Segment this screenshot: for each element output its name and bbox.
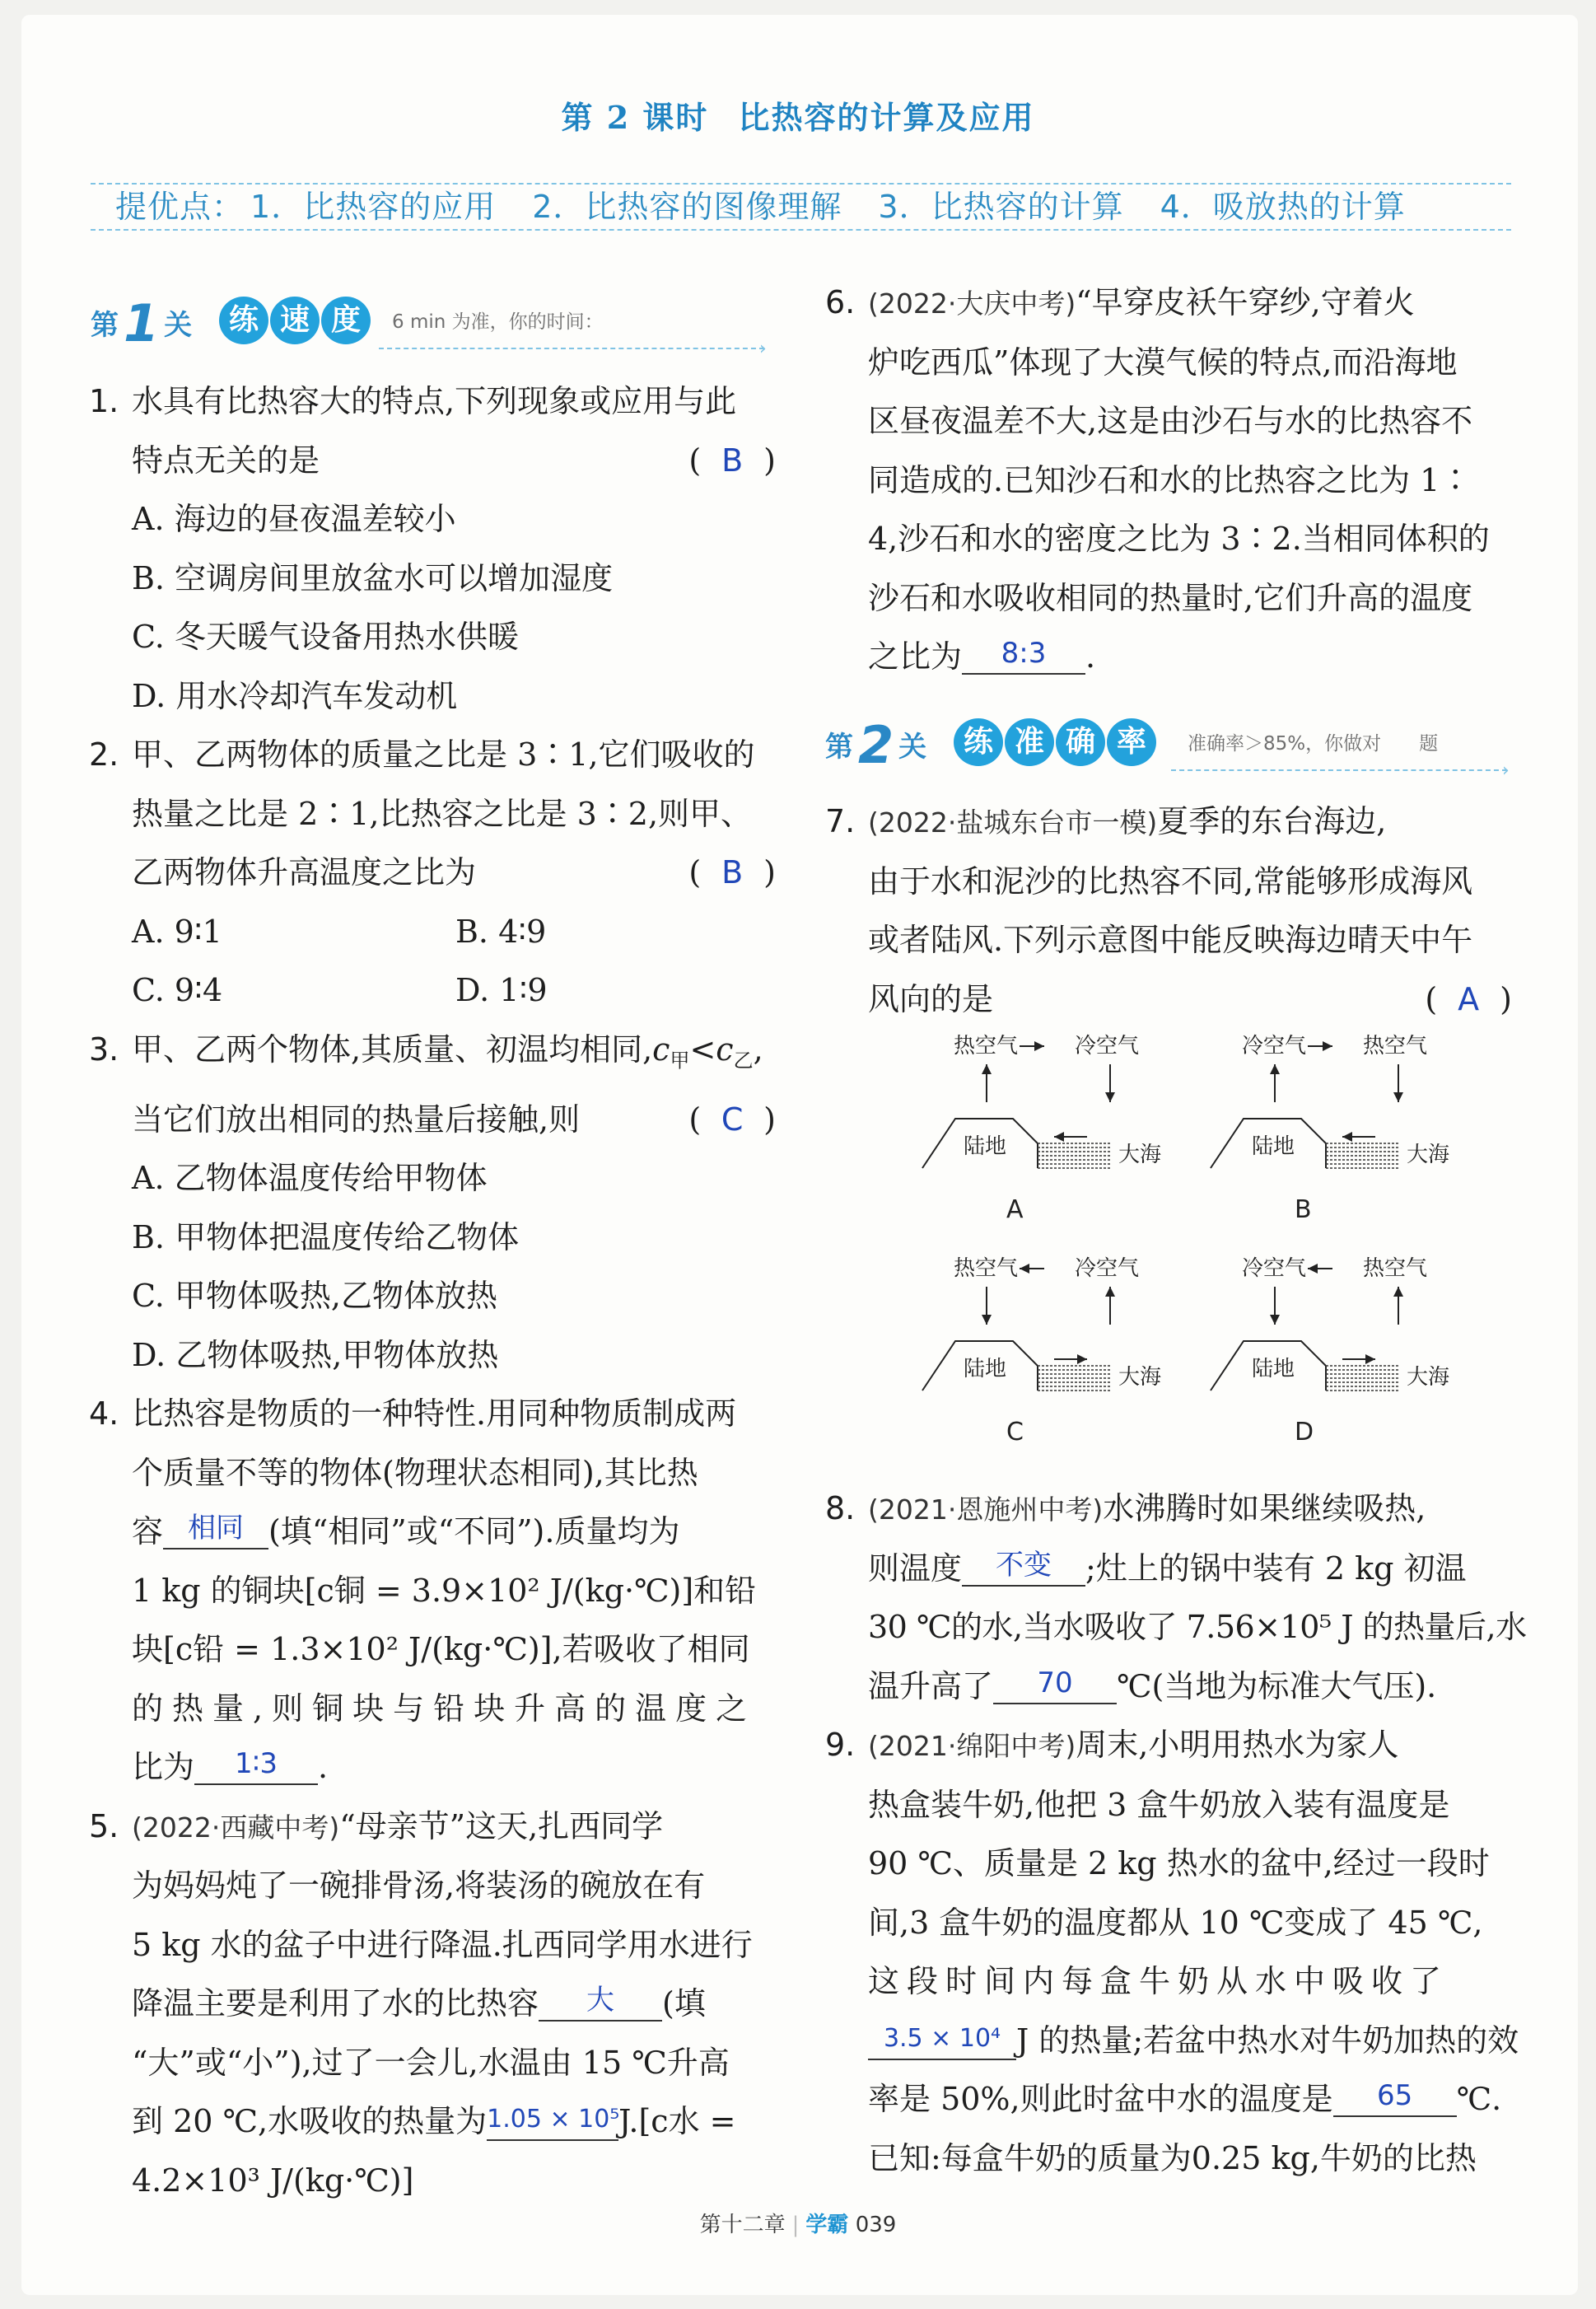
sinking-air-arrow	[982, 1287, 992, 1325]
surface-wind-arrow	[1342, 1354, 1375, 1364]
chevron-right-icon: ›	[1502, 760, 1510, 781]
fill-blank: 70	[993, 1662, 1117, 1704]
lesson-title: 比热容的计算及应用	[738, 99, 1035, 136]
sinking-air-arrow-head	[982, 1315, 992, 1325]
land-label: 陆地	[964, 1357, 1007, 1381]
air-label-right: 热空气	[1363, 1256, 1428, 1281]
question-8: 8. (2021·恩施州中考)水沸腾时如果继续吸热,	[825, 1490, 1426, 1526]
page-footer: 第十二章 | 学霸 039	[699, 2213, 897, 2237]
option: D. 用水冷却汽车发动机	[132, 677, 458, 714]
top-wind-arrow	[1308, 1041, 1332, 1051]
option: D. 1∶9	[455, 972, 548, 1008]
page-title	[0, 92, 1596, 138]
key-point: 4．吸放热的计算	[1160, 189, 1406, 225]
key-points-bar	[91, 183, 1511, 231]
option: C. 9∶4	[132, 972, 223, 1008]
surface-wind-arrow-head	[1054, 1132, 1064, 1142]
rising-air-arrow-head	[1270, 1064, 1280, 1074]
section-level: 第1 关	[91, 293, 193, 353]
section-header-speed	[91, 287, 774, 359]
choice-answer: B	[721, 442, 744, 479]
top-wind-arrow	[1308, 1264, 1332, 1274]
answer-paren: ( C )	[688, 1091, 776, 1150]
answer-paren: ( B )	[688, 844, 776, 903]
key-points-label: 提优点：	[115, 189, 245, 225]
page-number: 039	[855, 2213, 897, 2237]
fill-blank: 不变	[962, 1544, 1085, 1587]
section-badge: 练 准 确 率	[954, 718, 1156, 766]
sea-label: 大海	[1118, 1365, 1162, 1390]
answer-paren: ( A )	[1425, 970, 1512, 1030]
chevron-right-icon: ›	[759, 339, 767, 359]
section-level: 第2 关	[825, 715, 927, 775]
rising-air-arrow	[1105, 1287, 1115, 1325]
air-label-left: 热空气	[954, 1256, 1019, 1281]
option: A. 海边的昼夜温差较小	[132, 501, 456, 537]
option: C. 甲物体吸热,乙物体放热	[132, 1278, 497, 1315]
land-label: 陆地	[964, 1134, 1007, 1159]
left-column: 1. 水具有比热容大的特点,下列现象或应用与此 特点无关的是 ( B ) A. 海边的昼夜温差较小 B. 空调房间里放盆水可以增加湿度 C. 冬天暖气设备用热水供暖 D. 用水冷却汽车发动机 2. 甲、乙两物体的质量之比是 3∶1,它们吸收的 热量之比是 2∶1,比热容之比是 3∶2,则甲、 乙两物体升高温度之比为 ( B ) A. 9∶1 B. 4∶9 C. 9∶4 D. 1∶9 3. 甲、乙两个物体,其质量、初温均相同$,c_甲<c_乙$, 当它们放出相同的热量后接触,则 ( C ) A. 乙物体温度传给甲物体 B. 甲物体把温度传给乙物体 C. 甲物体吸热,乙物体放热 D. 乙物体吸热,甲物体放热 4. 比热容是物质的一种特性.用同种物质制成两 个质量不等的物体(物理状态相同),其比热 容 相同 (填“相同”或“不同”).质量均为 1 kg 的铜块[c铜 = 3.9×10² J/(kg·℃)]和铅 块[c铅 = 1.3×10² J/(kg·℃)],若吸收了相同 的热量,则铜块与铅块升高的温度之 比为 1∶3 . 5. (2022·西藏中考)“母亲节”这天,扎西同学 为妈妈炖了一碗排骨汤,将装汤的碗放在有 5 kg 水的盆子中进行降温.扎西同学用水进行 降温主要是利用了水的比热容 大 (填 “大”或“小”),过了一会儿,水温由 15 ℃升高 到 20 ℃,水吸收的热量为1.05 × 10⁵J.[c水 = 4.2×10³ J/(kg·℃)]	[89, 372, 779, 2210]
section-badge: 练 速 度	[219, 297, 371, 344]
rising-air-arrow	[1393, 1287, 1403, 1325]
option: D. 乙物体吸热,甲物体放热	[132, 1336, 499, 1373]
wind-diagram-c	[922, 1256, 1161, 1447]
top-wind-arrow-head	[1323, 1041, 1332, 1051]
wind-diagram-d	[1211, 1256, 1449, 1447]
option: B. 甲物体把温度传给乙物体	[132, 1218, 520, 1255]
divider	[1171, 769, 1507, 771]
fill-blank: 大	[539, 1979, 662, 2022]
option: A. 乙物体温度传给甲物体	[132, 1160, 488, 1197]
air-label-left: 热空气	[954, 1034, 1019, 1059]
surface-wind-arrow-head	[1077, 1354, 1087, 1364]
option: C. 冬天暖气设备用热水供暖	[132, 619, 519, 655]
footer-brand: 学霸	[805, 2213, 849, 2237]
question-3: 3. 甲、乙两个物体,其质量、初温均相同$,c_甲<c_乙$,	[89, 1031, 763, 1073]
surface-wind-arrow	[1054, 1354, 1087, 1364]
rising-air-arrow	[982, 1064, 992, 1102]
question-1: 1. 水具有比热容大的特点,下列现象或应用与此	[89, 383, 737, 419]
fill-blank: 1.05 × 10⁵	[487, 2096, 618, 2141]
answer-paren: ( B )	[688, 432, 776, 491]
top-wind-arrow-head	[1034, 1041, 1044, 1051]
question-5: 5. (2022·西藏中考)“母亲节”这天,扎西同学	[89, 1807, 664, 1844]
surface-wind-arrow-head	[1342, 1132, 1352, 1142]
surface-wind-arrow	[1054, 1132, 1087, 1142]
sinking-air-arrow-head	[1270, 1315, 1280, 1325]
air-label-left: 冷空气	[1242, 1256, 1307, 1281]
sinking-air-arrow	[1105, 1064, 1115, 1102]
option: A. 9∶1	[132, 913, 222, 950]
air-label-right: 冷空气	[1075, 1256, 1140, 1281]
key-point: 3．比热容的计算	[878, 189, 1124, 225]
key-point: 1．比热容的应用	[250, 189, 497, 225]
diagram-label: C	[1006, 1418, 1024, 1447]
sea-label: 大海	[1407, 1143, 1450, 1167]
diagram-label: D	[1295, 1418, 1314, 1447]
right-column-bottom: 8. (2021·恩施州中考)水沸腾时如果继续吸热, 则温度 不变 ;灶上的锅中装有 2 kg 初温 30 ℃的水,当水吸收了 7.56×10⁵ J 的热量后,水 温升高了 70 ℃(当地为标准大气压). 9. (2021·绵阳中考)周末,小明用热水为家人 热盒装牛奶,他把 3 盒牛奶放入装有温度是 90 ℃、质量是 2 kg 热水的盆中,经过一段时 间,3 盒牛奶的温度都从 10 ℃变成了 45 ℃, 这段时间内每盒牛奶从水中吸收了 3.5 × 10⁴ J 的热量;若盆中热水对牛奶加热的效 率是 50%,则此时盆中水的温度是 65 ℃. 已知:每盒牛奶的质量为0.25 kg,牛奶的比热	[825, 1479, 1515, 2188]
top-wind-arrow-head	[1308, 1264, 1318, 1274]
rising-air-arrow-head	[1393, 1287, 1403, 1297]
land-label: 陆地	[1252, 1357, 1295, 1381]
key-point: 2．比热容的图像理解	[532, 189, 842, 225]
question-9: 9. (2021·绵阳中考)周末,小明用热水为家人	[825, 1727, 1399, 1763]
right-column-lower: 7. (2022·盐城东台市一模)夏季的东台海边, 由于水和泥沙的比热容不同,常能够形成海风 或者陆风.下列示意图中能反映海边晴天中午 风向的是 ( A )	[825, 792, 1515, 1029]
wind-diagrams	[914, 1028, 1491, 1473]
air-label-left: 冷空气	[1242, 1034, 1307, 1059]
diagram-label: A	[1006, 1195, 1024, 1224]
rising-air-arrow	[1270, 1064, 1280, 1102]
choice-answer: B	[721, 854, 744, 890]
option: B. 4∶9	[455, 913, 547, 950]
divider	[379, 348, 764, 349]
top-wind-arrow-head	[1020, 1264, 1029, 1274]
fill-blank: 1∶3	[194, 1742, 318, 1785]
section-hint: 准确率＞85%，你做对 题	[1188, 733, 1439, 755]
sinking-air-arrow-head	[1393, 1092, 1403, 1102]
question-4: 4. 比热容是物质的一种特性.用同种物质制成两	[89, 1395, 737, 1433]
sinking-air-arrow	[1270, 1287, 1280, 1325]
fill-blank: 8:3	[962, 632, 1085, 675]
rising-air-arrow-head	[982, 1064, 992, 1074]
air-label-right: 热空气	[1363, 1034, 1428, 1059]
fill-blank: 65	[1333, 2074, 1457, 2117]
top-wind-arrow	[1020, 1264, 1044, 1274]
rising-air-arrow-head	[1105, 1287, 1115, 1297]
surface-wind-arrow-head	[1365, 1354, 1375, 1364]
sea-label: 大海	[1118, 1143, 1162, 1167]
choice-answer: A	[1458, 980, 1480, 1017]
question-7: 7. (2022·盐城东台市一模)夏季的东台海边,	[825, 803, 1387, 839]
section-header-accuracy	[825, 708, 1517, 781]
sinking-air-arrow	[1393, 1064, 1403, 1102]
wind-diagram-a	[922, 1034, 1161, 1224]
fill-blank: 相同	[163, 1507, 268, 1549]
footer-chapter: 第十二章	[699, 2213, 786, 2237]
sinking-air-arrow-head	[1105, 1092, 1115, 1102]
diagram-label: B	[1295, 1195, 1312, 1224]
option: B. 空调房间里放盆水可以增加湿度	[132, 559, 614, 596]
top-wind-arrow	[1020, 1041, 1044, 1051]
section-hint: 6 min 为准，你的时间：	[392, 311, 604, 333]
sea-label: 大海	[1407, 1365, 1450, 1390]
fill-blank: 3.5 × 10⁴	[868, 2016, 1016, 2060]
question-6: 6. (2022·大庆中考)“早穿皮袄午穿纱,守着火	[825, 284, 1415, 320]
lesson-label: 第 2 课时	[561, 99, 709, 136]
choice-answer: C	[721, 1101, 744, 1138]
land-label: 陆地	[1252, 1134, 1295, 1159]
wind-diagram-b	[1211, 1034, 1449, 1224]
air-label-right: 冷空气	[1075, 1034, 1140, 1059]
question-2: 2. 甲、乙两物体的质量之比是 3∶1,它们吸收的	[89, 736, 755, 773]
right-column: 6. (2022·大庆中考)“早穿皮袄午穿纱,守着火 炉吃西瓜”体现了大漠气候的特点,而沿海地 区昼夜温差不大,这是由沙石与水的比热容不 同造成的.已知沙石和水的比热容之比为 1∶ 4,沙石和水的密度之比为 3∶2.当相同体积的 沙石和水吸收相同的热量时,它们升高的温度 之比为 8:3 .	[825, 273, 1515, 687]
surface-wind-arrow	[1342, 1132, 1375, 1142]
